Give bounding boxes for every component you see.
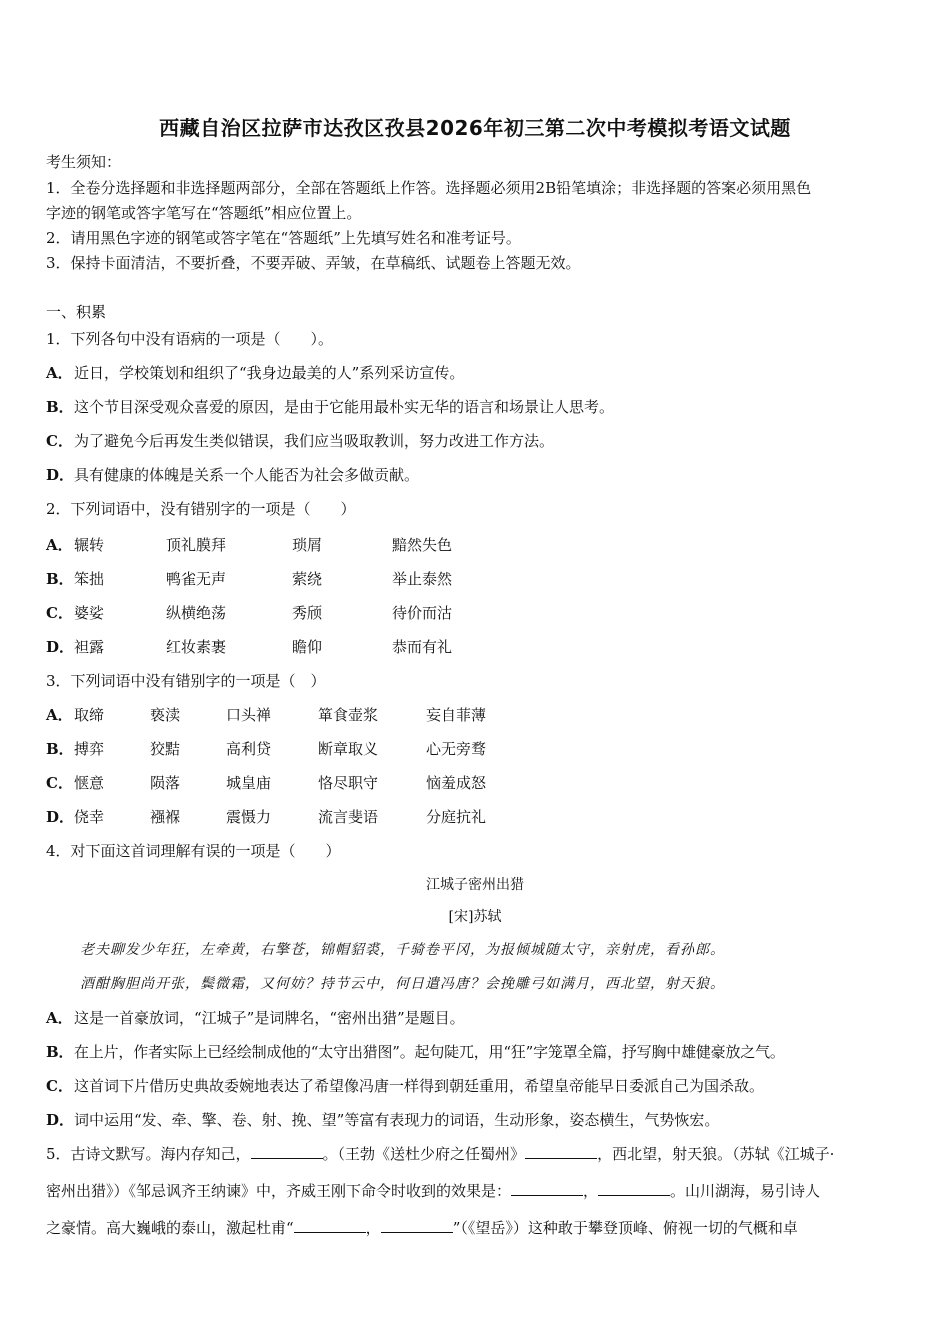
option-text: 具有健康的体魄是关系一个人能否为社会多做贡献。 (74, 466, 420, 484)
option-letter: D． (46, 808, 75, 826)
option-letter: A． (46, 364, 73, 382)
option-word: 恪尽职守 (318, 774, 379, 792)
option-word: 待价而沽 (392, 604, 453, 622)
q1-option-b (46, 397, 614, 417)
q4-option-a (46, 1008, 465, 1028)
notice-heading: 考生须知： (46, 153, 122, 171)
option-word: 婆娑 (74, 604, 105, 622)
section-heading: 一、积累 (46, 303, 107, 321)
option-letter: B． (46, 740, 74, 758)
option-word: 惬意 (74, 774, 105, 792)
option-letter: C． (46, 604, 73, 622)
question-5-line-3 (46, 1218, 798, 1238)
option-word: 搏弈 (74, 740, 105, 758)
option-text: 这是一首豪放词，“江城子”是词牌名，“密州出猎”是题目。 (74, 1009, 465, 1027)
option-word: 亵渎 (150, 706, 181, 724)
q5-text: 之豪情。高大巍峨的泰山，激起杜甫“ (46, 1219, 294, 1237)
option-text: 为了避免今后再发生类似错误，我们应当吸取教训，努力改进工作方法。 (74, 432, 555, 450)
option-word: 袒露 (74, 638, 105, 656)
answer-blank[interactable] (511, 1181, 583, 1196)
option-letter: A． (46, 1009, 73, 1027)
option-word: 萦绕 (292, 570, 323, 588)
option-letter: B． (46, 1043, 74, 1061)
option-letter: B． (46, 570, 74, 588)
option-text: 近日，学校策划和组织了“我身边最美的人”系列采访宣传。 (74, 364, 465, 382)
q1-option-d (46, 465, 419, 485)
option-letter: A． (46, 536, 73, 554)
option-word: 襁褓 (150, 808, 181, 826)
poem-author: [宋]苏轼 (448, 909, 502, 925)
page-title: 西藏自治区拉萨市达孜区孜县2026年初三第二次中考模拟考语文试题 (159, 116, 791, 140)
q5-text: ”（《望岳》）这种敢于攀登顶峰、俯视一切的气概和卓 (452, 1219, 798, 1237)
option-word: 断章取义 (318, 740, 379, 758)
option-text: 在上片，作者实际上已经绘制成他的“太守出猎图”。起句陡兀，用“狂”字笼罩全篇，抒写胸中雄健豪放之气。 (74, 1043, 785, 1061)
answer-blank[interactable] (251, 1144, 323, 1159)
option-word: 秀颀 (292, 604, 323, 622)
q5-text: 。山川湖海，易引诗人 (670, 1182, 821, 1200)
option-word: 纵横绝荡 (166, 604, 227, 622)
answer-blank[interactable] (598, 1181, 670, 1196)
option-letter: C． (46, 1077, 73, 1095)
option-word: 妄自菲薄 (426, 706, 487, 724)
question-4-stem: 4．对下面这首词理解有误的一项是（ ） (46, 842, 341, 860)
option-word: 心无旁骛 (426, 740, 487, 758)
option-text: 词中运用“发、牵、擎、卷、射、挽、望”等富有表现力的词语，生动形象，姿态横生，气势恢宏。 (74, 1111, 720, 1129)
option-word: 陨落 (150, 774, 181, 792)
option-word: 取缔 (74, 706, 105, 724)
q5-text: ， (583, 1182, 599, 1200)
option-word: 分庭抗礼 (426, 808, 487, 826)
option-letter: C． (46, 774, 73, 792)
notice-item-3: 3．保持卡面清洁，不要折叠，不要弄破、弄皱，在草稿纸、试题卷上答题无效。 (46, 254, 581, 272)
q5-text: ，西北望，射天狼。（苏轼《江城子· (597, 1145, 835, 1163)
option-word: 狡黠 (150, 740, 181, 758)
question-2-stem: 2．下列词语中，没有错别字的一项是（ ） (46, 500, 356, 518)
option-word: 琐屑 (292, 536, 323, 554)
poem-line-1: 老夫聊发少年狂，左牵黄，右擎苍，锦帽貂裘，千骑卷平冈，为报倾城随太守，亲射虎，看孙郎。 (80, 942, 725, 958)
option-word: 鸭雀无声 (166, 570, 227, 588)
q5-text: 。（王勃《送杜少府之任蜀州》 (322, 1145, 526, 1163)
question-5-line-1 (46, 1144, 834, 1164)
option-letter: C． (46, 432, 73, 450)
option-letter: D． (46, 1111, 75, 1129)
answer-blank[interactable] (381, 1218, 453, 1233)
question-5-line-2 (46, 1181, 820, 1201)
option-word: 红妆素裹 (166, 638, 227, 656)
option-word: 黯然失色 (392, 536, 453, 554)
q4-option-c (46, 1076, 764, 1096)
option-word: 口头禅 (226, 706, 272, 724)
q4-option-b (46, 1042, 785, 1062)
option-word: 笨拙 (74, 570, 105, 588)
question-1-stem: 1．下列各句中没有语病的一项是（ ）。 (46, 330, 334, 348)
option-text: 这首词下片借历史典故委婉地表达了希望像冯唐一样得到朝廷重用，希望皇帝能早日委派自己为国杀敌。 (74, 1077, 765, 1095)
option-letter: A． (46, 706, 73, 724)
option-word: 顶礼膜拜 (166, 536, 227, 554)
poem-line-2: 酒酣胸胆尚开张，鬓微霜，又何妨？持节云中，何日遣冯唐？会挽雕弓如满月，西北望，射天狼。 (80, 976, 725, 992)
q1-option-a (46, 363, 464, 383)
option-word: 侥幸 (74, 808, 105, 826)
option-letter: D． (46, 638, 75, 656)
option-word: 城皇庙 (226, 774, 272, 792)
option-word: 高利贷 (226, 740, 272, 758)
q5-text: 密州出猎》）《邹忌讽齐王纳谏》中，齐威王刚下命令时收到的效果是： (46, 1182, 512, 1200)
q5-text: ， (365, 1219, 381, 1237)
option-text: 这个节目深受观众喜爱的原因，是由于它能用最朴实无华的语言和场景让人思考。 (74, 398, 615, 416)
option-letter: B． (46, 398, 74, 416)
option-word: 箪食壶浆 (318, 706, 379, 724)
notice-item-2: 2．请用黑色字迹的钢笔或答字笔在“答题纸”上先填写姓名和准考证号。 (46, 229, 521, 247)
q5-text: 5．古诗文默写。海内存知己， (46, 1145, 251, 1163)
option-word: 恼羞成怒 (426, 774, 487, 792)
question-3-stem: 3．下列词语中没有错别字的一项是（ ） (46, 672, 326, 690)
option-word: 流言斐语 (318, 808, 379, 826)
option-letter: D． (46, 466, 75, 484)
answer-blank[interactable] (294, 1218, 366, 1233)
option-word: 恭而有礼 (392, 638, 453, 656)
notice-item-1: 1．全卷分选择题和非选择题两部分，全部在答题纸上作答。选择题必须用2B铅笔填涂；非选择题的答案必须用黑色 (46, 179, 812, 197)
option-word: 辗转 (74, 536, 105, 554)
poem-title: 江城子密州出猎 (426, 877, 524, 893)
q1-option-c (46, 431, 554, 451)
option-word: 震慑力 (226, 808, 272, 826)
notice-item-1-cont: 字迹的钢笔或答字笔写在“答题纸”相应位置上。 (46, 204, 362, 222)
answer-blank[interactable] (525, 1144, 597, 1159)
q4-option-d (46, 1110, 719, 1130)
option-word: 瞻仰 (292, 638, 323, 656)
option-word: 举止泰然 (392, 570, 453, 588)
